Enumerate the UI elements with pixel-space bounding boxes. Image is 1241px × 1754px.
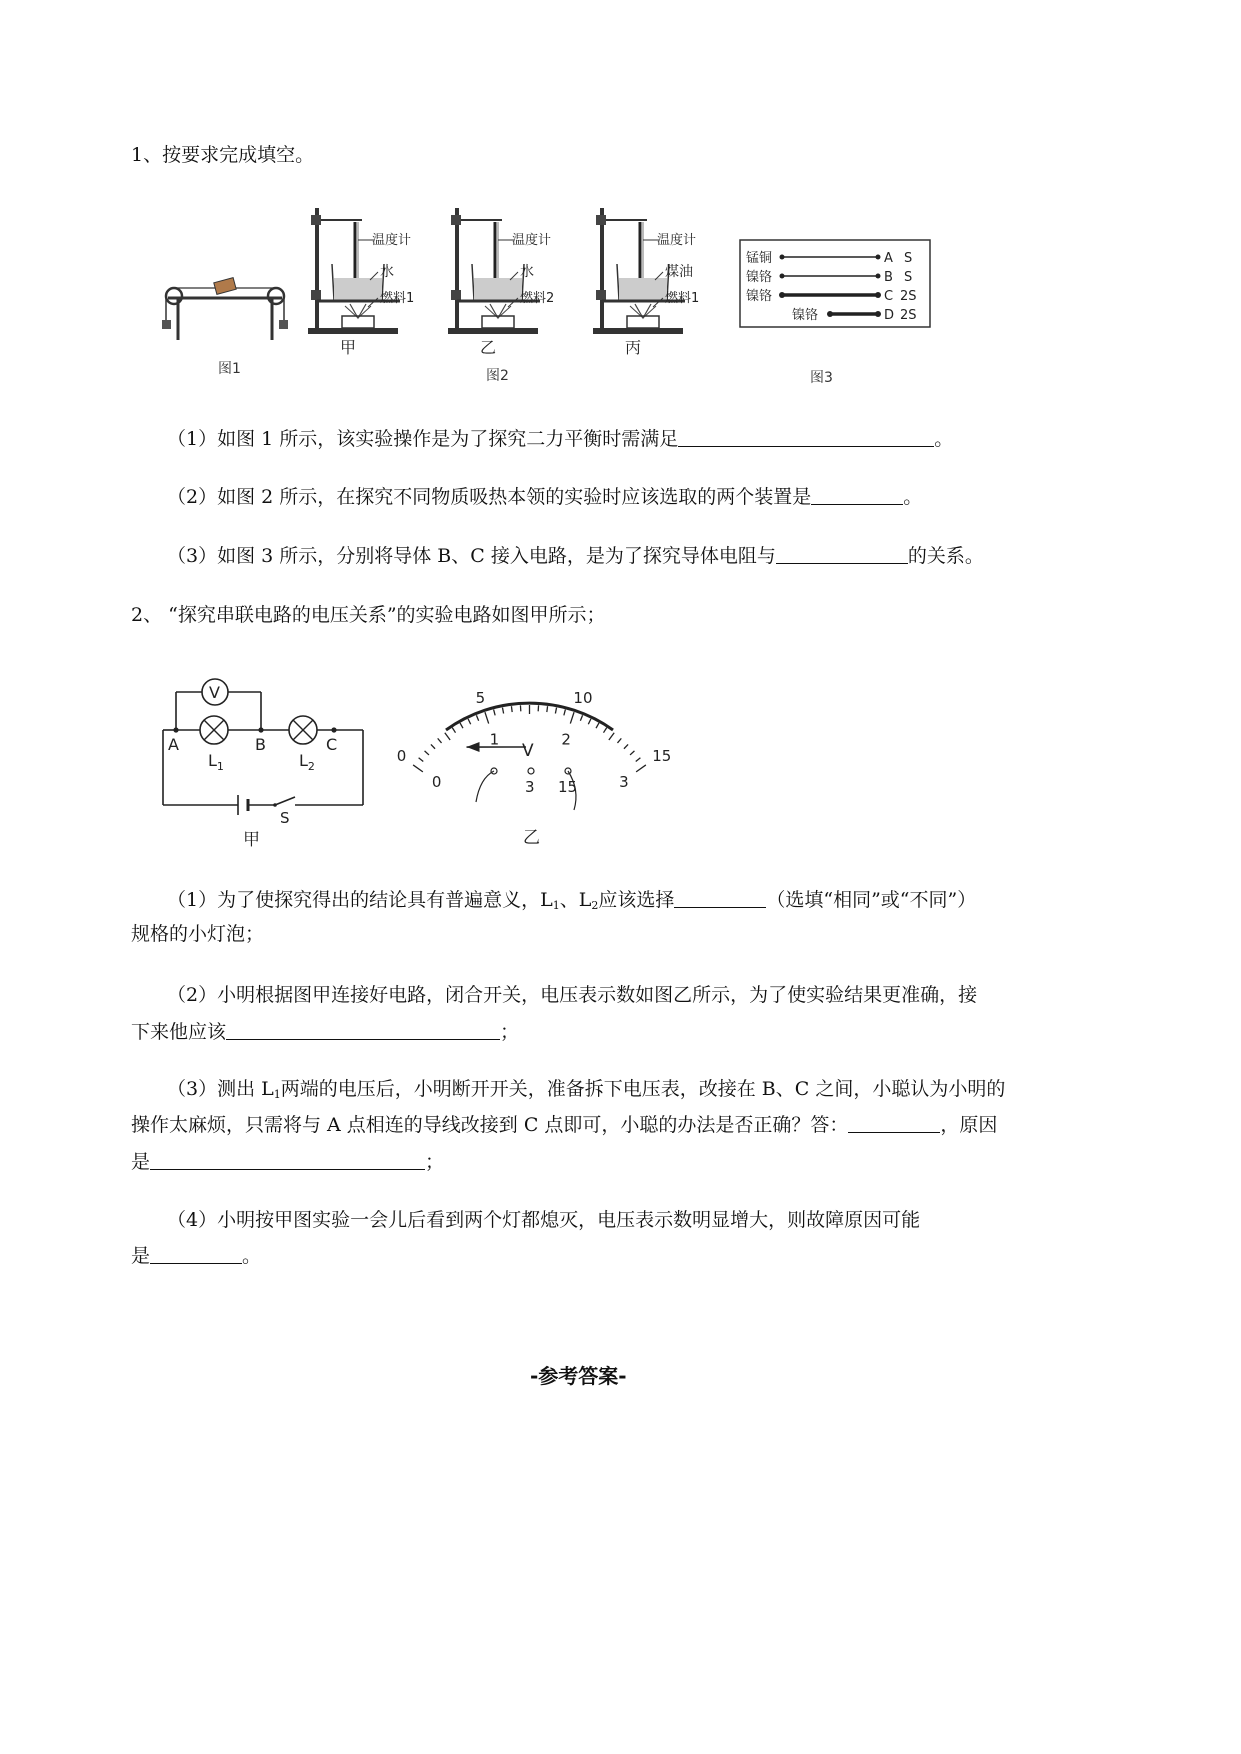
dial-tick: [564, 710, 566, 716]
fuel-label: 燃料1: [665, 291, 700, 306]
terminal-15-label: 15: [558, 778, 578, 796]
fuel-label: 燃料2: [520, 291, 555, 306]
figure-3: [738, 238, 938, 388]
dial-tick: [636, 765, 646, 772]
answer-blank[interactable]: [226, 1019, 500, 1040]
dial-tick: [630, 751, 634, 755]
node-c-label: C: [326, 735, 338, 754]
dial-tick: [425, 751, 429, 755]
liquid-label: 水: [380, 264, 394, 280]
dial-tick: [570, 712, 574, 723]
svg-text:D: D: [884, 308, 895, 323]
dial-tick: [460, 723, 463, 728]
dial-tick: [445, 733, 450, 740]
dial-tick: [588, 719, 591, 724]
svg-text:V: V: [209, 683, 220, 702]
wire-row-a: [746, 250, 912, 266]
answer-blank[interactable]: [776, 543, 908, 564]
meter-caption: 乙: [523, 828, 540, 848]
q2-part3: （3）测出 $L_1$两端的电压后，小明断开开关，准备拆下电压表，改接在 B、C 之间，小聪认为小明的: [167, 1078, 1006, 1101]
q2-part1-line2: 规格的小灯泡；: [131, 923, 265, 945]
dial-inner-label: 2: [561, 730, 571, 749]
q1-title: 1、按要求完成填空。: [131, 144, 315, 166]
liquid-label: 煤油: [665, 264, 693, 280]
answer-blank[interactable]: [150, 1243, 242, 1264]
dial-tick: [580, 715, 582, 721]
dial-inner-label: 1: [489, 730, 500, 749]
svg-text:S: S: [904, 251, 913, 266]
dial-tick: [438, 738, 442, 743]
answer-heading: -参考答案-: [530, 1364, 627, 1388]
dial-inner-label: 3: [619, 773, 629, 792]
terminal-3-label: 3: [525, 778, 535, 796]
q2-part3-line2: 操作太麻烦，只需将与 A 点相连的导线改接到 C 点即可，小聪的办法是否正确？答： ，原因: [131, 1114, 998, 1136]
q1-part1: （1）如图 1 所示，该实验操作是为了探究二力平衡时需满足 。: [167, 428, 954, 450]
setup-jia: [308, 208, 414, 357]
node-a-label: A: [168, 735, 179, 754]
dial-tick: [609, 733, 614, 740]
q2-part2: （2）小明根据图甲连接好电路，闭合开关，电压表示数如图乙所示，为了使实验结果更准确，接: [167, 984, 978, 1006]
wire-row-c: [746, 288, 917, 304]
answer-blank[interactable]: [674, 887, 766, 908]
dial-tick: [502, 708, 503, 714]
svg-text:B: B: [884, 270, 893, 285]
dial-tick: [617, 738, 621, 743]
fig1-caption: 图1: [218, 361, 241, 377]
dial-outer-label: 0: [396, 746, 407, 765]
answer-blank[interactable]: [150, 1149, 425, 1170]
q2-part4-line2: 是 。: [131, 1245, 262, 1267]
dial-inner-label: 0: [431, 773, 442, 792]
circuit-caption: 甲: [243, 830, 260, 850]
svg-text:镍铬: 镍铬: [746, 289, 773, 304]
dial-tick: [555, 708, 556, 714]
q1-part3: （3）如图 3 所示，分别将导体 B、C 接入电路，是为了探究导体电阻与 的关系。: [167, 545, 984, 567]
node-b-label: B: [255, 735, 266, 754]
fuel-label: 燃料1: [380, 291, 415, 306]
dial-tick: [547, 706, 548, 712]
figure-2: [300, 200, 750, 390]
lamp-l2-label: $L_2$: [299, 751, 315, 773]
dial-outer-label: 5: [475, 688, 486, 707]
q2-part2-line2: 下来他应该 ；: [131, 1021, 520, 1043]
wire-row-d: [792, 307, 917, 323]
dial-outer-label: 10: [573, 688, 593, 707]
dial-tick: [476, 715, 478, 721]
svg-text:锰铜: 锰铜: [746, 251, 773, 266]
dial-tick: [413, 765, 423, 772]
setup-label: 乙: [480, 338, 497, 357]
dial-tick: [511, 706, 512, 712]
setup-yi: [448, 208, 554, 357]
figure-1: [160, 270, 300, 380]
thermometer-label: 温度计: [657, 233, 697, 248]
setup-label: 甲: [340, 338, 357, 357]
dial-tick: [485, 712, 489, 723]
answer-blank[interactable]: [678, 426, 934, 447]
wire-row-b: [746, 269, 912, 285]
voltmeter-dial: [396, 650, 672, 860]
q2-part3-line3: 是 ；: [131, 1151, 445, 1173]
dial-outer-label: 15: [652, 746, 672, 765]
q2-title: 2、 “探究串联电路的电压关系”的实验电路如图甲所示；: [131, 604, 606, 626]
dial-tick: [468, 719, 471, 724]
dial-tick: [603, 728, 606, 733]
answer-blank[interactable]: [811, 484, 903, 505]
svg-text:镍铬: 镍铬: [746, 270, 773, 285]
dial-tick: [636, 758, 641, 762]
dial-tick: [431, 744, 435, 748]
liquid-label: 水: [520, 264, 534, 280]
answer-blank[interactable]: [848, 1112, 940, 1133]
q1-part2: （2）如图 2 所示，在探究不同物质吸热本领的实验时应该选取的两个装置是 。: [167, 486, 923, 508]
q2-part1: （1）为了使探究得出的结论具有普遍意义，$L_1$、$L_2$应该选择 （选填“相同”或“不同”）: [167, 889, 977, 912]
thermometer-label: 温度计: [372, 233, 412, 248]
fig3-caption: 图3: [810, 370, 833, 386]
setup-label: 丙: [625, 338, 642, 357]
switch-label: S: [280, 809, 290, 827]
setup-bing: [593, 208, 699, 357]
svg-text:S: S: [904, 270, 913, 285]
thermometer-label: 温度计: [512, 233, 552, 248]
svg-text:C: C: [884, 289, 894, 304]
dial-tick: [624, 744, 628, 748]
svg-text:2S: 2S: [900, 289, 917, 304]
dial-tick: [596, 723, 599, 728]
dial-tick: [494, 710, 496, 716]
meter-symbol: V: [522, 741, 534, 761]
fig2-caption: 图2: [486, 368, 509, 384]
svg-text:A: A: [884, 251, 893, 266]
svg-text:2S: 2S: [900, 308, 917, 323]
circuit-diagram: [150, 668, 380, 858]
lamp-l1-label: $L_1$: [208, 751, 224, 773]
dial-tick: [452, 728, 455, 733]
q2-part4: （4）小明按甲图实验一会儿后看到两个灯都熄灭，电压表示数明显增大，则故障原因可能: [167, 1209, 921, 1231]
dial-tick: [419, 758, 424, 762]
svg-text:镍铬: 镍铬: [792, 308, 819, 323]
